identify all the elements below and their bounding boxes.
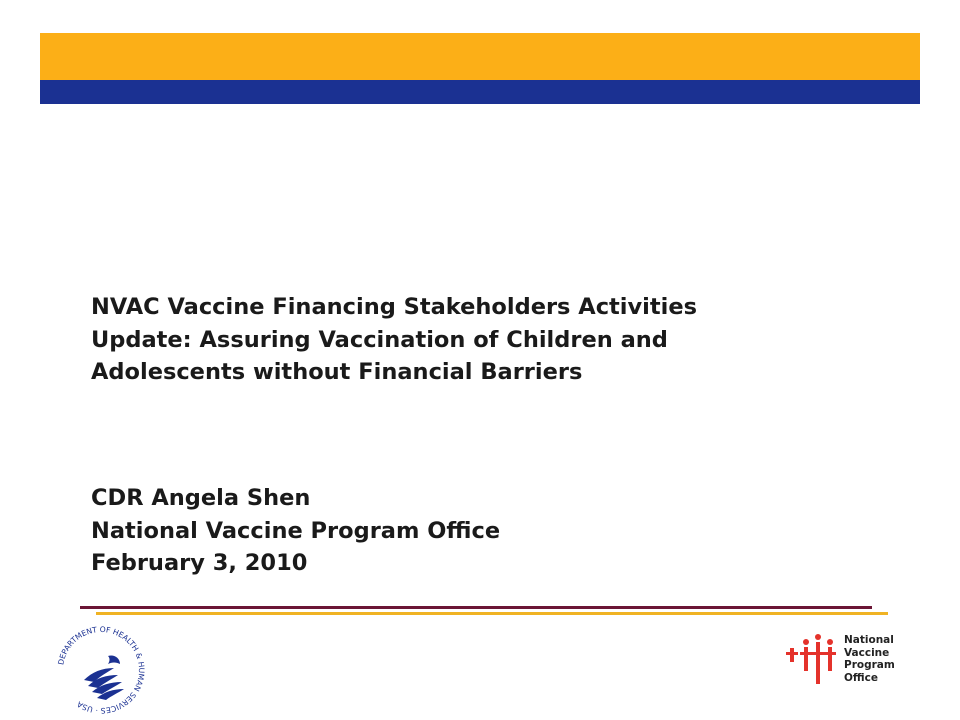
hhs-eagle-seal-icon [50, 618, 152, 716]
presentation-date: February 3, 2010 [91, 550, 308, 576]
nvpo-wordmark [844, 634, 895, 684]
nvpo-figures-icon [786, 632, 842, 688]
slide-title [91, 291, 871, 389]
nvpo-line-3: Program [844, 659, 895, 671]
divider-gold [96, 612, 888, 615]
hhs-eagle-mark [84, 655, 124, 700]
nvpo-line-1: National [844, 634, 894, 646]
divider-maroon [80, 606, 872, 609]
title-line-3: Adolescents without Financial Barriers [91, 359, 583, 385]
presenter-office: National Vaccine Program Office [91, 517, 501, 544]
hhs-seal-ring-text: DEPARTMENT OF HEALTH & HUMAN SERVICES · USA [56, 624, 147, 716]
presenter-info [91, 482, 871, 580]
presenter-name: CDR Angela Shen [91, 485, 311, 511]
header-gold-stripe [40, 33, 920, 80]
nvpo-line-2: Vaccine [844, 646, 890, 659]
nvpo-line-4: Office [844, 671, 878, 684]
title-line-1: NVAC Vaccine Financing Stakeholders Activities [91, 294, 698, 320]
header-band [40, 33, 920, 104]
header-blue-stripe [40, 80, 920, 104]
title-line-2: Update: Assuring Vaccination of Children and [91, 326, 668, 353]
